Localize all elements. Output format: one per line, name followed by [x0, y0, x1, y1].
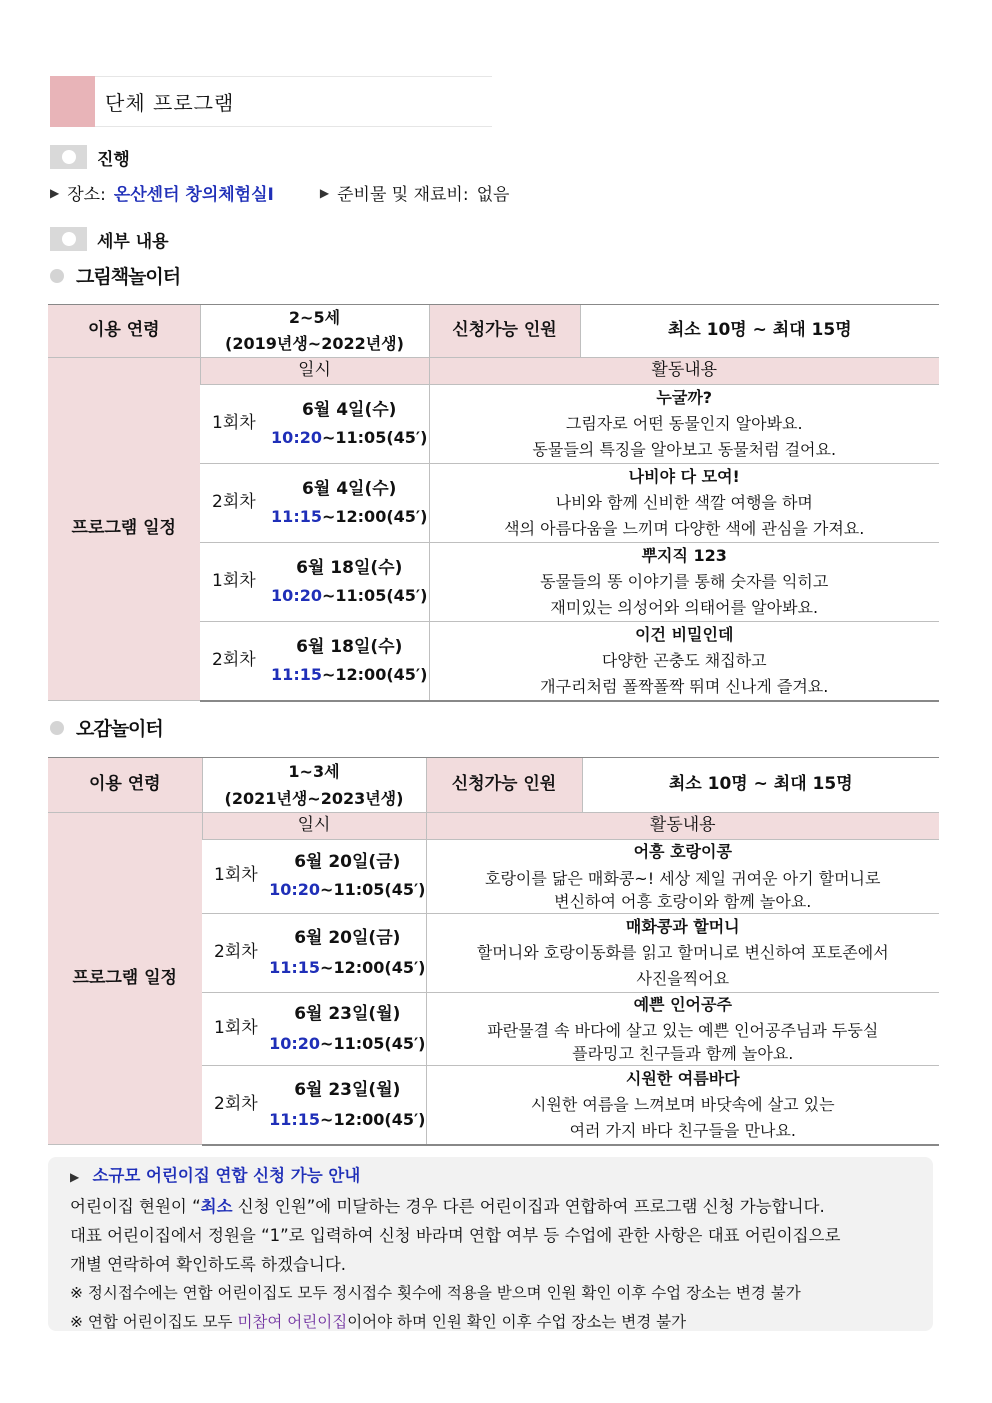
- activity-line: 사진을찍어요: [636, 968, 730, 988]
- triangle-right-icon: ▶: [319, 185, 330, 200]
- session-time-start: 11:15: [271, 506, 322, 526]
- program-heading: [50, 262, 180, 289]
- session-date: 6월 4일(수): [302, 399, 397, 420]
- activity-line: 변신하여 어흥 호랑이와 함께 놀아요.: [554, 891, 812, 911]
- activity-line: 플라밍고 친구들과 함께 놀아요.: [572, 1043, 794, 1063]
- session-time-end: ~11:05(45′): [320, 880, 426, 899]
- activity-title: 어흥 호랑이콩: [633, 841, 732, 861]
- session-datetime: [202, 992, 426, 1065]
- age-value: [200, 305, 429, 358]
- session-activity: [429, 463, 939, 542]
- capacity-label: 신청가능 인원: [426, 758, 582, 813]
- session-time-start: 11:15: [269, 1109, 321, 1129]
- session-time-end: ~12:00(45′): [320, 1109, 426, 1129]
- activity-title: 예쁜 인어공주: [633, 994, 732, 1014]
- session-time-start: 10:20: [269, 1033, 321, 1053]
- col-activity: 활동내용: [429, 358, 939, 385]
- session-round: 1회차: [214, 865, 258, 886]
- capacity-value: 최소 10명 ~ 최대 15명: [582, 758, 939, 813]
- session-round: 1회차: [212, 570, 256, 591]
- capacity-value: 최소 10명 ~ 최대 15명: [580, 305, 939, 358]
- section-details-label: 세부 내용: [97, 231, 169, 252]
- session-time-start: 10:20: [271, 585, 322, 605]
- activity-line: 다양한 곤충도 채집하고: [601, 650, 767, 670]
- notice-line: ※ 정시접수에는 연합 어린이집도 모두 정시접수 횟수에 적용을 받으며 인원 확인 이후 수업 장소는 변경 불가: [70, 1284, 801, 1302]
- session-round: 2회차: [214, 941, 258, 962]
- session-time-end: ~12:00(45′): [321, 506, 428, 526]
- session-round: 1회차: [212, 412, 256, 433]
- session-time-end: ~11:05(45′): [321, 585, 428, 605]
- section-details: [50, 227, 169, 251]
- location-value: 온산센터 창의체험실Ⅰ: [113, 185, 274, 205]
- schedule-label: 프로그램 일정: [48, 813, 202, 1145]
- title-accent-bar: [50, 76, 95, 127]
- session-time-end: ~11:05(45′): [320, 1033, 426, 1053]
- info-row: [50, 180, 509, 205]
- circle-bullet-icon: [50, 227, 87, 251]
- activity-line: 색의 아름다움을 느끼며 다양한 색에 관심을 가져요.: [504, 518, 865, 538]
- activity-line: 파란물결 속 바다에 살고 있는 예쁜 인어공주님과 두둥실: [487, 1020, 879, 1040]
- activity-title: 이건 비밀인데: [635, 624, 734, 644]
- session-activity: [429, 621, 939, 701]
- age-main: 1~3세: [288, 762, 340, 781]
- session-time-start: 10:20: [269, 880, 321, 899]
- col-datetime: 일시: [200, 358, 429, 385]
- session-datetime: [200, 384, 429, 463]
- location-label: 장소:: [67, 185, 106, 205]
- session-activity: [426, 1065, 939, 1145]
- activity-line: 호랑이를 닮은 매화콩~! 세상 제일 귀여운 아기 할머니로: [485, 868, 881, 888]
- activity-line: 동물들의 똥 이야기를 통해 숫자를 익히고: [540, 571, 829, 591]
- session-datetime: [202, 839, 426, 913]
- session-datetime: [202, 913, 426, 992]
- session-datetime: [202, 1065, 426, 1145]
- session-datetime: [200, 542, 429, 621]
- activity-line: 시원한 여름을 느껴보며 바닷속에 살고 있는: [530, 1094, 835, 1114]
- activity-line: 동물들의 특징을 알아보고 동물처럼 걸어요.: [532, 439, 837, 459]
- session-date: 6월 18일(수): [296, 557, 403, 578]
- notice-title: 소규모 어린이집 연합 신청 가능 안내: [92, 1166, 361, 1185]
- notice-box: [48, 1157, 933, 1331]
- activity-line: 그림자로 어떤 동물인지 알아봐요.: [565, 413, 803, 433]
- session-time-end: ~12:00(45′): [320, 957, 426, 977]
- program-table: [48, 757, 939, 1146]
- session-round: 2회차: [212, 649, 256, 670]
- notice-title-row: [70, 1161, 911, 1192]
- session-datetime: [200, 463, 429, 542]
- activity-line: 여러 가지 바다 친구들을 만나요.: [569, 1120, 796, 1140]
- circle-bullet-icon: [50, 145, 87, 169]
- age-sub: (2019년생~2022년생): [225, 334, 404, 353]
- triangle-right-icon: ▶: [50, 185, 60, 200]
- session-activity: [429, 384, 939, 463]
- age-label: 이용 연령: [48, 758, 202, 813]
- program-name: 오감놀이터: [76, 718, 163, 740]
- activity-title: 매화콩과 할머니: [625, 916, 740, 936]
- session-round: 2회차: [212, 491, 256, 512]
- age-label: 이용 연령: [48, 305, 200, 358]
- program-table: [48, 304, 939, 702]
- age-value: [202, 758, 426, 813]
- session-date: 6월 20일(금): [294, 927, 401, 948]
- notice-line: 개별 연락하여 확인하도록 하겠습니다.: [70, 1255, 347, 1274]
- session-time-end: ~12:00(45′): [321, 664, 428, 684]
- page-title: 단체 프로그램: [105, 91, 235, 115]
- activity-line: 재미있는 의성어와 의태어를 알아봐요.: [550, 597, 819, 617]
- activity-line: 개구리처럼 폴짝폴짝 뛰며 신나게 즐겨요.: [540, 676, 829, 696]
- session-date: 6월 20일(금): [294, 852, 401, 872]
- materials-value: 없음: [476, 185, 510, 205]
- section-progress-label: 진행: [97, 149, 130, 170]
- activity-title: 뿌지직 123: [641, 545, 727, 565]
- session-time-start: 11:15: [271, 664, 322, 684]
- session-date: 6월 4일(수): [302, 478, 397, 499]
- session-date: 6월 23일(월): [294, 1003, 401, 1024]
- circle-bullet-icon: [50, 269, 64, 283]
- materials-label: 준비물 및 재료비:: [337, 185, 469, 205]
- program-heading: [50, 714, 163, 741]
- page-title-box: [50, 76, 492, 127]
- notice-line: ※ 연합 어린이집도 모두 미참여 어린이집이어야 하며 인원 확인 이후 수업 장소는 변경 불가: [70, 1313, 687, 1331]
- program-name: 그림책놀이터: [76, 266, 181, 288]
- notice-line: 어린이집 현원이 “최소 신청 인원”에 미달하는 경우 다른 어린이집과 연합하여 프로그램 신청 가능합니다.: [70, 1197, 825, 1216]
- session-date: 6월 23일(월): [294, 1079, 401, 1100]
- col-datetime: 일시: [202, 813, 426, 840]
- session-date: 6월 18일(수): [296, 636, 403, 657]
- session-time-end: ~11:05(45′): [321, 427, 428, 447]
- activity-title: 누굴까?: [656, 387, 713, 407]
- activity-title: 나비야 다 모여!: [628, 466, 740, 486]
- session-round: 2회차: [214, 1093, 258, 1114]
- session-datetime: [200, 621, 429, 701]
- session-time-start: 11:15: [269, 957, 321, 977]
- session-round: 1회차: [214, 1017, 258, 1038]
- schedule-label: 프로그램 일정: [48, 358, 200, 701]
- circle-bullet-icon: [50, 721, 64, 735]
- age-sub: (2021년생~2023년생): [224, 789, 404, 808]
- activity-line: 나비와 함께 신비한 색깔 여행을 하며: [555, 492, 813, 512]
- section-progress: [50, 145, 130, 169]
- triangle-right-icon: ▶: [70, 1170, 80, 1184]
- session-activity: [426, 839, 939, 913]
- capacity-label: 신청가능 인원: [429, 305, 580, 358]
- session-time-start: 10:20: [271, 427, 322, 447]
- activity-line: 할머니와 호랑이동화를 읽고 할머니로 변신하여 포토존에서: [476, 942, 889, 962]
- session-activity: [426, 992, 939, 1065]
- session-activity: [426, 913, 939, 992]
- col-activity: 활동내용: [426, 813, 939, 840]
- activity-title: 시원한 여름바다: [625, 1068, 740, 1088]
- session-activity: [429, 542, 939, 621]
- notice-line: 대표 어린이집에서 정원을 “1”로 입력하여 신청 바라며 연합 여부 등 수업에 관한 사항은 대표 어린이집으로: [70, 1226, 841, 1245]
- age-main: 2~5세: [288, 308, 341, 327]
